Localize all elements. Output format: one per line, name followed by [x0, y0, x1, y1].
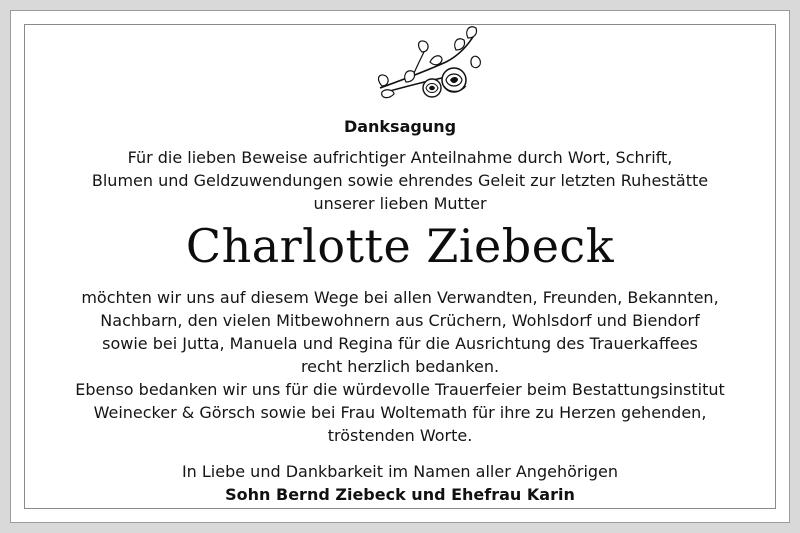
notice-heading: Danksagung [343, 117, 457, 136]
thanks-line: sowie bei Jutta, Manuela und Regina für die Ausrichtung des Trauerkaffees [102, 334, 698, 353]
roses-icon [372, 22, 484, 104]
signature: Sohn Bernd Ziebeck und Ehefrau Karin [225, 485, 575, 504]
intro-line: unserer lieben Mutter [313, 194, 487, 213]
thanks-line: Nachbarn, den vielen Mitbewohnern aus Crüchern, Wohlsdorf und Biendorf [100, 311, 700, 330]
thanks-line: tröstenden Worte. [327, 426, 473, 445]
thanks-line: Ebenso bedanken wir uns für die würdevolle Trauerfeier beim Bestattungsinstitut [75, 380, 725, 399]
intro-line: Blumen und Geldzuwendungen sowie ehrendes Geleit zur letzten Ruhestätte [91, 171, 709, 190]
thanks-line: recht herzlich bedanken. [300, 357, 500, 376]
thanks-line: möchten wir uns auf diesem Wege bei allen Verwandten, Freunden, Bekannten, [81, 288, 719, 307]
closing-line: In Liebe und Dankbarkeit im Namen aller Angehörigen [181, 462, 619, 481]
thanks-line: Weinecker & Görsch sowie bei Frau Woltemath für ihre zu Herzen gehenden, [93, 403, 707, 422]
intro-line: Für die lieben Beweise aufrichtiger Anteilnahme durch Wort, Schrift, [127, 148, 673, 167]
deceased-name: Charlotte Ziebeck [185, 219, 615, 273]
